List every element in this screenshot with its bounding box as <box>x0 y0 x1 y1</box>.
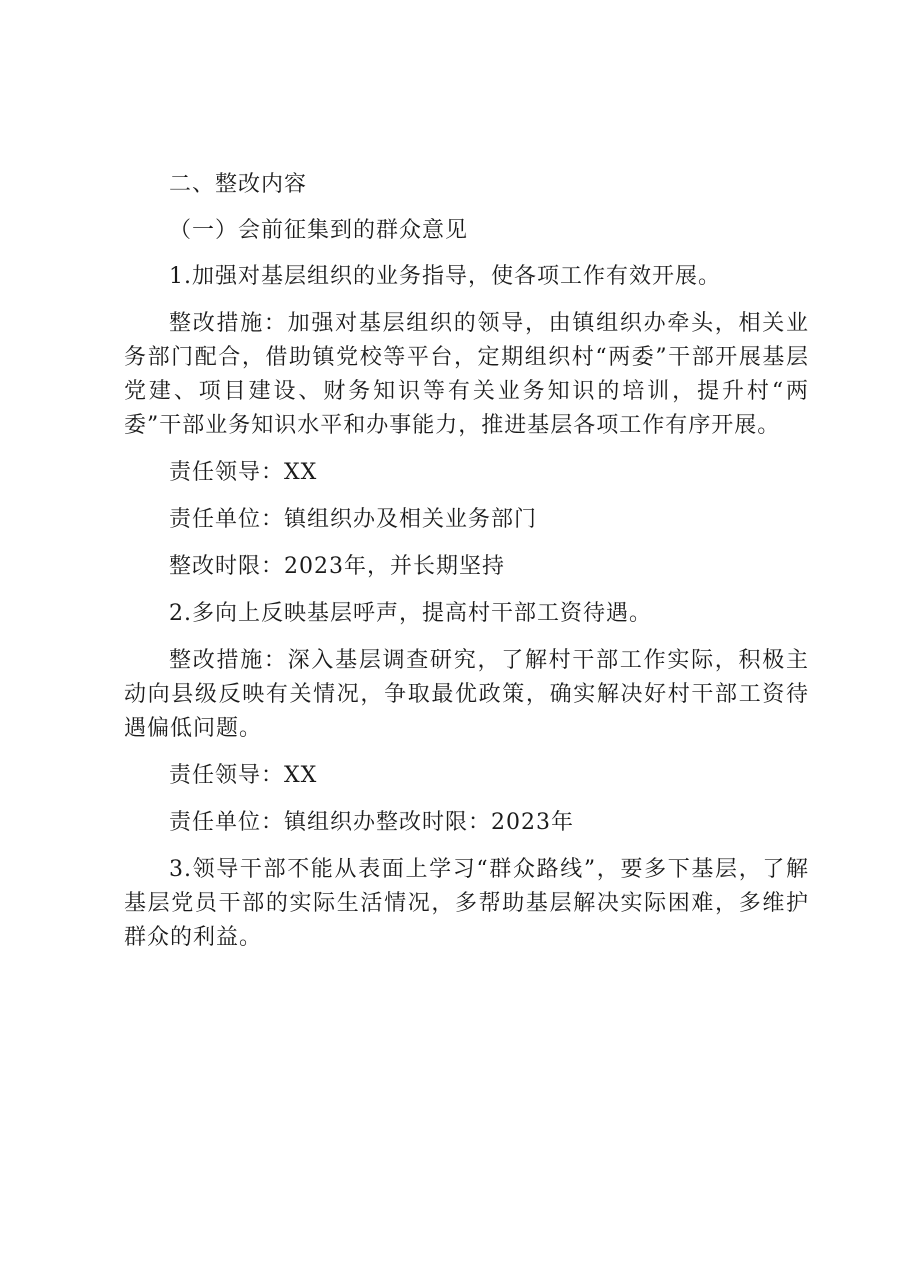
item-1-deadline: 整改时限：2023年，并长期坚持 <box>169 554 505 579</box>
item-3-title: 3.领导干部不能从表面上学习“群众路线”，要多下基层，了解基层党员干部的实际生活情况，多帮助基层解决实际困难，多维护群众的利益。 <box>124 857 809 950</box>
item-1-measures: 整改措施：加强对基层组织的领导，由镇组织办牵头，相关业务部门配合，借助镇党校等平台，定期组织村“两委”干部开展基层党建、项目建设、财务知识等有关业务知识的培训，提升村“两委”干部业务知识水平和办事能力，推进基层各项工作有序开展。 <box>124 311 809 438</box>
section-heading: 二、整改内容 <box>169 172 308 197</box>
item-1-title: 1.加强对基层组织的业务指导，使各项工作有效开展。 <box>169 264 721 289</box>
subsection-heading: （一）会前征集到的群众意见 <box>169 218 469 243</box>
item-2-measures: 整改措施：深入基层调查研究，了解村干部工作实际，积极主动向县级反映有关情况，争取最优政策，确实解决好村干部工资待遇偏低问题。 <box>124 648 809 741</box>
item-2-title: 2.多向上反映基层呼声，提高村干部工资待遇。 <box>169 601 652 626</box>
item-1-unit: 责任单位：镇组织办及相关业务部门 <box>169 507 538 532</box>
item-2-leader: 责任领导：XX <box>169 763 318 788</box>
item-2-unit-deadline: 责任单位：镇组织办整改时限：2023年 <box>169 810 574 835</box>
item-1-leader: 责任领导：XX <box>169 460 318 485</box>
